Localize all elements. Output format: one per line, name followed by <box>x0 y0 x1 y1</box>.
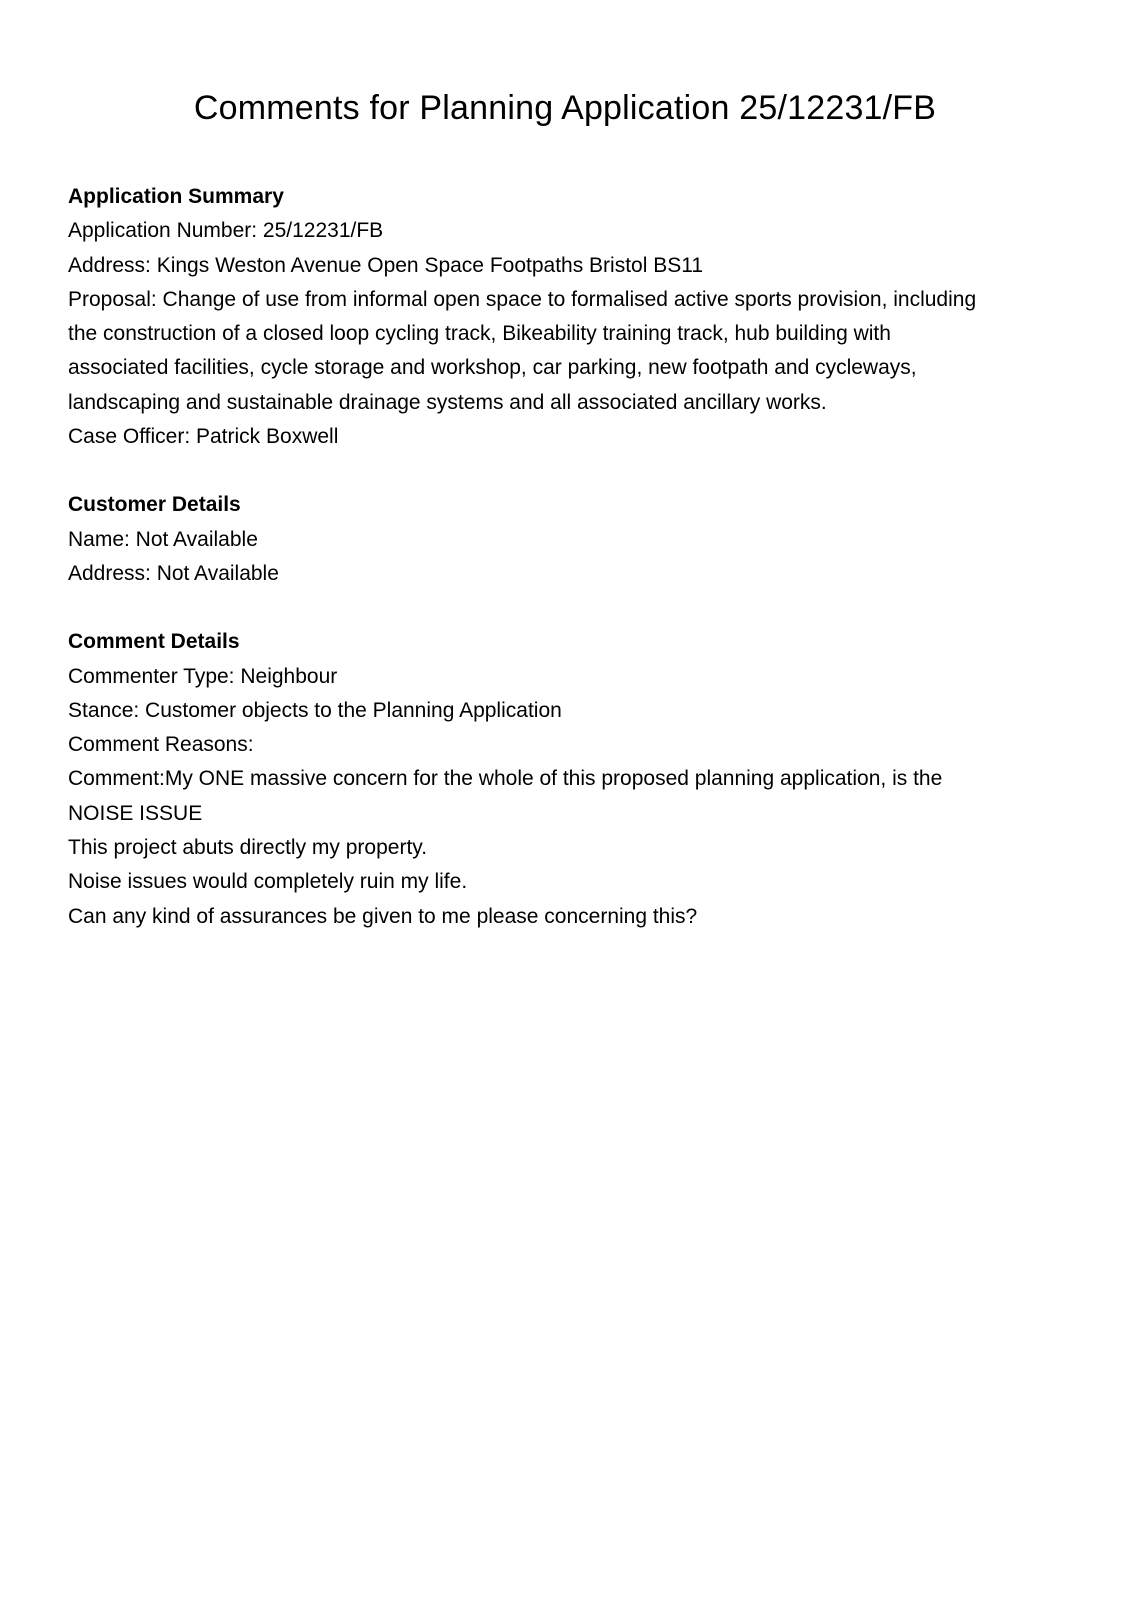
customer-address: Address: Not Available <box>68 561 279 585</box>
comment-details-section <box>68 625 1068 934</box>
application-number: Application Number: 25/12231/FB <box>68 219 384 243</box>
customer-details-section <box>68 488 1068 591</box>
comment-line: This project abuts directly my property. <box>68 836 428 860</box>
document-body <box>68 180 1068 968</box>
customer-details-heading: Customer Details <box>68 493 241 517</box>
proposal-line: Proposal: Change of use from informal open space to formalised active sports provision, including <box>68 287 977 311</box>
comment-line: Noise issues would completely ruin my life. <box>68 870 468 894</box>
comment-reasons: Comment Reasons: <box>68 733 254 757</box>
proposal-line: associated facilities, cycle storage and workshop, car parking, new footpath and cycleways, <box>68 356 917 380</box>
page-title: Comments for Planning Application 25/12231/FB <box>193 89 937 127</box>
comment-line: NOISE ISSUE <box>68 801 203 825</box>
customer-name: Name: Not Available <box>68 527 258 551</box>
comment-line: Can any kind of assurances be given to me please concerning this? <box>68 904 698 928</box>
comment-line: Comment:My ONE massive concern for the whole of this proposed planning application, is the <box>68 767 943 791</box>
proposal-line: landscaping and sustainable drainage systems and all associated ancillary works. <box>68 390 827 414</box>
application-summary-section <box>68 180 1068 454</box>
commenter-type: Commenter Type: Neighbour <box>68 664 338 688</box>
case-officer: Case Officer: Patrick Boxwell <box>68 425 339 449</box>
application-summary-heading: Application Summary <box>68 185 284 208</box>
proposal-line: the construction of a closed loop cycling track, Bikeability training track, hub building with <box>68 322 891 346</box>
stance: Stance: Customer objects to the Planning Application <box>68 698 562 722</box>
comment-details-heading: Comment Details <box>68 630 240 654</box>
application-address: Address: Kings Weston Avenue Open Space Footpaths Bristol BS11 <box>68 253 704 277</box>
